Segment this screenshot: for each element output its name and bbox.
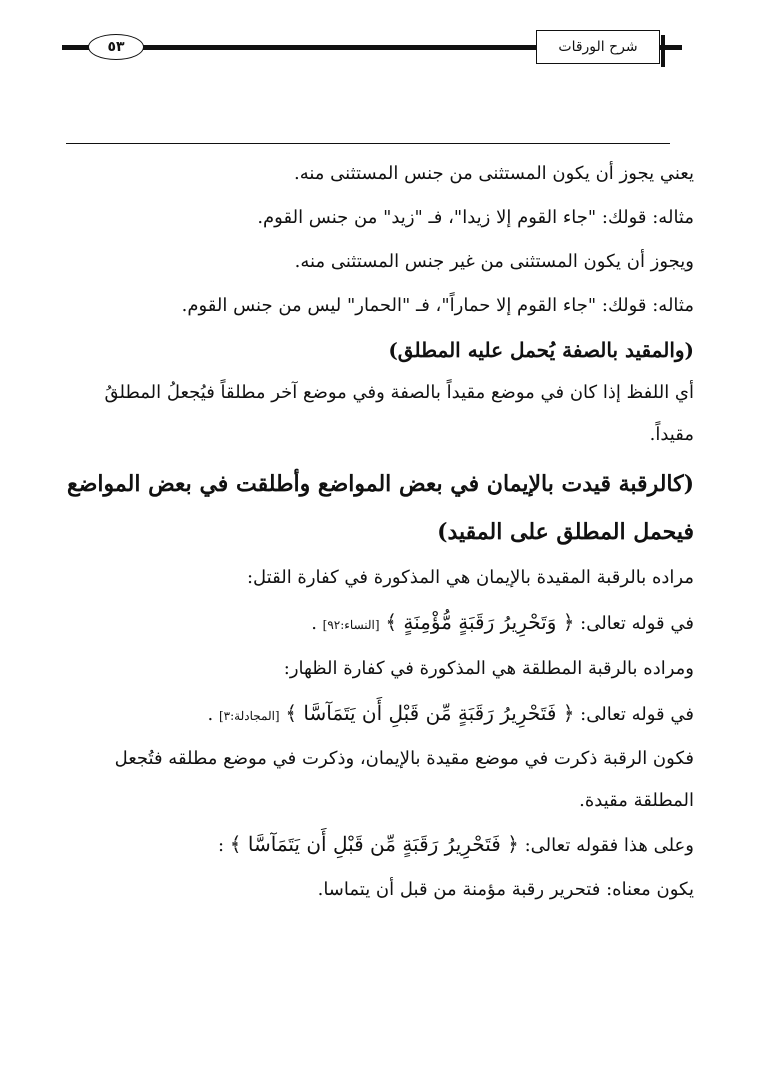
verse-intro: وعلى هذا فقوله تعالى: <box>518 835 694 856</box>
page-header <box>62 30 682 70</box>
verse-end: . <box>207 704 214 725</box>
matn-heading: (والمقيد بالصفة يُحمل عليه المطلق) <box>388 338 694 362</box>
text-line: يعني يجوز أن يكون المستثنى من جنس المستثنى منه. <box>294 163 694 184</box>
verse-intro: في قوله تعالى: <box>574 704 694 725</box>
text-line: ويجوز أن يكون المستثنى من غير جنس المستثنى منه. <box>294 251 694 272</box>
running-title <box>536 30 660 64</box>
page-body <box>60 152 694 912</box>
header-separator <box>66 143 670 144</box>
verse-line <box>60 600 694 647</box>
running-title-text: شرح الورقات <box>558 39 638 55</box>
verse-end: . <box>311 613 317 634</box>
example-line: مثاله: قولك: "جاء القوم إلا حماراً"، فـ "الحمار" ليس من جنس القوم. <box>181 295 694 316</box>
text-line: يكون معناه: فتحرير رقبة مؤمنة من قبل أن يتماسا. <box>317 879 694 900</box>
page-number <box>88 34 144 60</box>
verse-line <box>60 691 694 738</box>
example-line: مثاله: قولك: "جاء القوم إلا زيدا"، فـ "زيد" من جنس القوم. <box>257 207 694 228</box>
verse-line <box>60 822 694 868</box>
matn-heading: (كالرقبة قيدت بالإيمان في بعض المواضع وأطلقت في بعض المواضع فيحمل المطلق على المقيد) <box>67 471 694 545</box>
quran-verse: ﴿ وَتَحْرِيرُ رَقَبَةٍ مُّؤْمِنَةٍ ﴾ <box>385 610 575 634</box>
verse-reference: [النساء:٩٢] <box>322 618 380 632</box>
verse-intro: في قوله تعالى: <box>574 613 694 634</box>
commentary-paragraph: فكون الرقبة ذكرت في موضع مقيدة بالإيمان، وذكرت في موضع مطلقه فتُجعل المطلقة مقيدة. <box>114 748 694 811</box>
commentary-paragraph: أي اللفظ إذا كان في موضع مقيداً بالصفة وفي موضع آخر مطلقاً فيُجعلُ المطلقُ مقيداً. <box>104 382 694 445</box>
verse-end: : <box>217 835 225 856</box>
text-line: ومراده بالرقبة المطلقة هي المذكورة في كفارة الظهار: <box>283 658 694 679</box>
page-number-text: ٥٣ <box>107 39 125 55</box>
quran-verse: ﴿ فَتَحْرِيرُ رَقَبَةٍ مِّن قَبْلِ أَن يَتَمَآسَّا ﴾ <box>229 832 519 856</box>
text-line: مراده بالرقبة المقيدة بالإيمان هي المذكورة في كفارة القتل: <box>246 567 694 588</box>
verse-reference: [المجادلة:٣] <box>218 709 280 723</box>
quran-verse: ﴿ فَتَحْرِيرُ رَقَبَةٍ مِّن قَبْلِ أَن يَتَمَآسَّا ﴾ <box>285 701 575 725</box>
